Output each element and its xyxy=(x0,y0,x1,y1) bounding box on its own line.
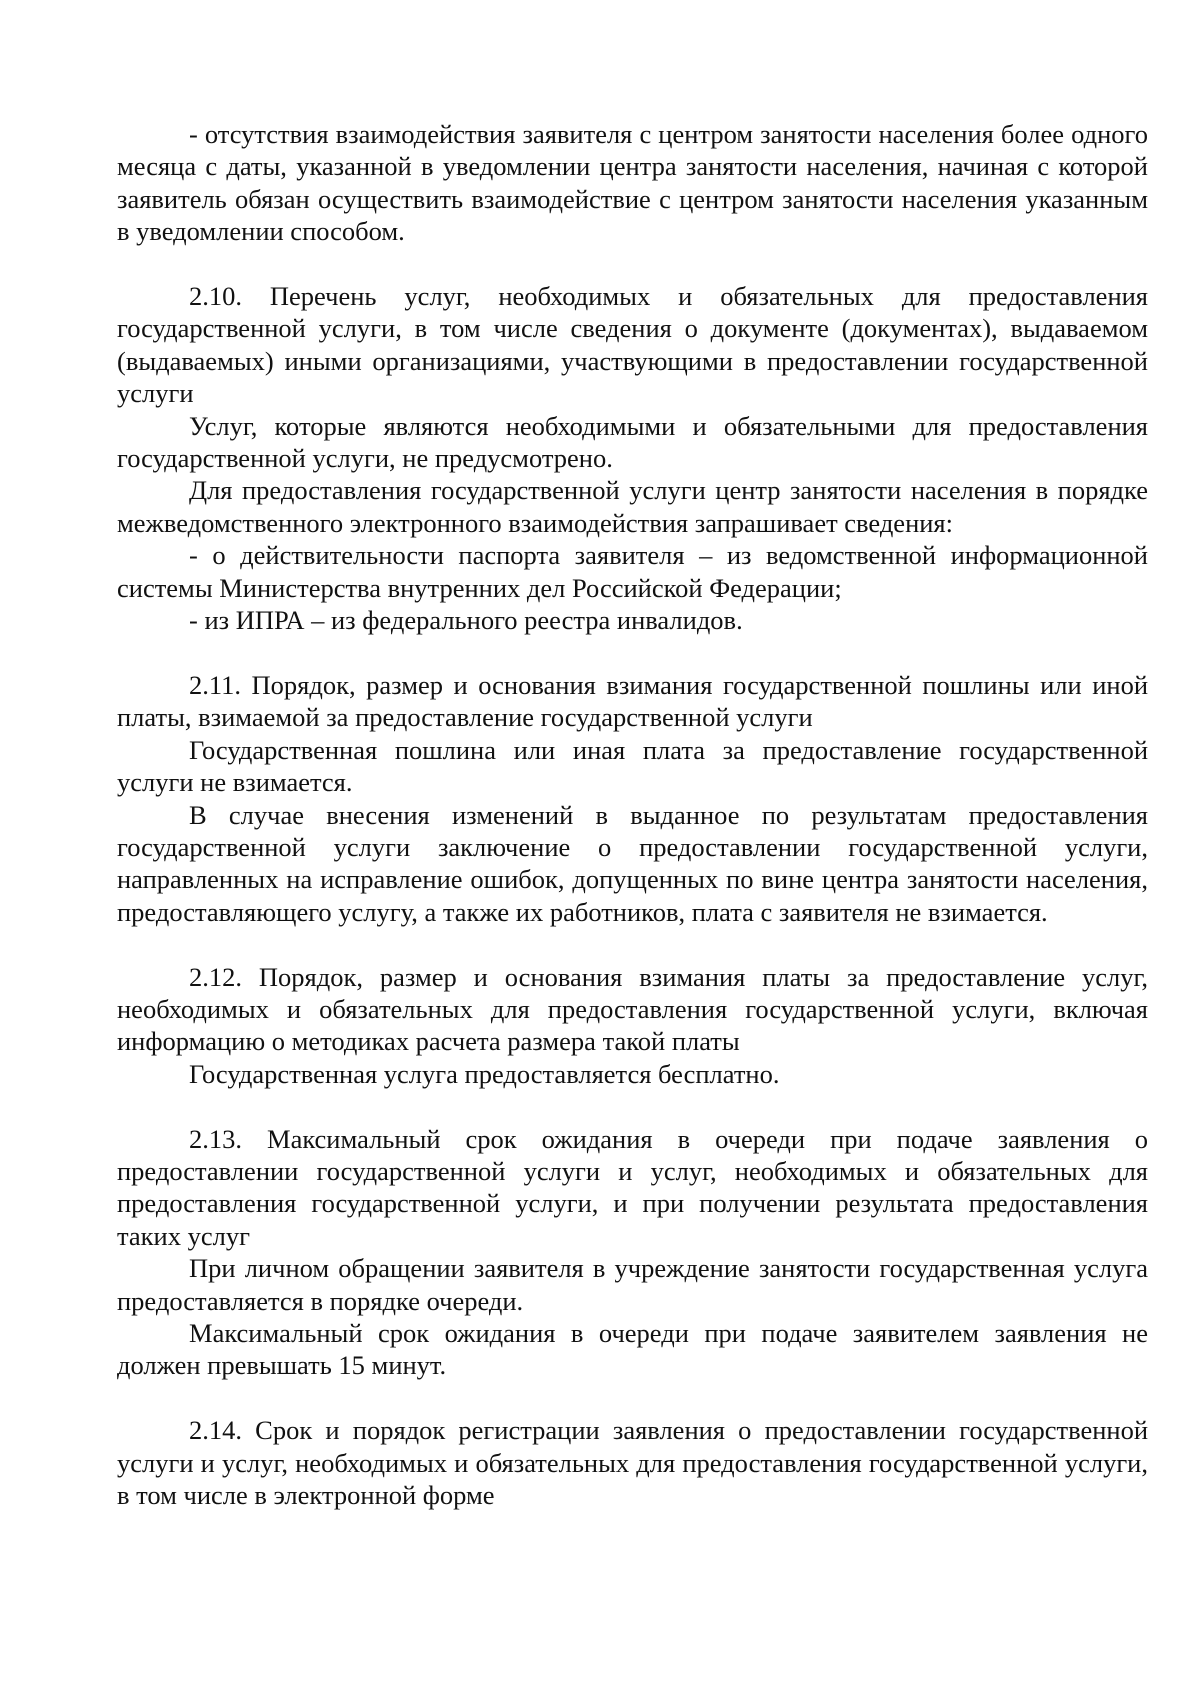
section-2-13 xyxy=(117,1123,1148,1382)
section-heading: 2.14. Срок и порядок регистрации заявления о предоставлении государственной услуги и услуг, необходимых и обязательных для предоставления государственной услуги, в том числе в электронной форме xyxy=(117,1415,1148,1510)
section-heading: 2.12. Порядок, размер и основания взимания платы за предоставление услуг, необходимых и обязательных для предоставления государственной услуги, включая информацию о методиках расчета размера такой платы xyxy=(117,961,1148,1057)
section-absence-of-interaction xyxy=(117,118,1148,248)
paragraph: Государственная услуга предоставляется бесплатно. xyxy=(189,1058,780,1089)
list-item: - о действительности паспорта заявителя – из ведомственной информационной системы Министерства внутренних дел Российской Федерации; xyxy=(117,540,1148,603)
section-2-11 xyxy=(117,669,1148,928)
section-heading: 2.11. Порядок, размер и основания взимания государственной пошлины или иной платы, взимаемой за предоставление государственной услуги xyxy=(117,669,1148,733)
paragraph: Для предоставления государственной услуги центр занятости населения в порядке межведомственного электронного взаимодействия запрашивает сведения: xyxy=(117,475,1148,538)
paragraph: Государственная пошлина или иная плата за предоставление государственной услуги не взимается. xyxy=(117,734,1148,798)
list-item: - из ИПРА – из федерального реестра инвалидов. xyxy=(189,605,743,636)
paragraph: Максимальный срок ожидания в очереди при подаче заявителем заявления не должен превышать 15 минут. xyxy=(117,1317,1148,1381)
section-2-12 xyxy=(117,961,1148,1091)
section-heading: 2.13. Максимальный срок ожидания в очереди при подаче заявления о предоставлении государственной услуги и услуг, необходимых и обязательных для предоставления государственной услуги, и при получении результата предоставления таких услуг xyxy=(117,1123,1148,1251)
section-2-10 xyxy=(117,280,1148,636)
document-page xyxy=(117,118,1148,1511)
paragraph: Услуг, которые являются необходимыми и обязательными для предоставления государственной услуги, не предусмотрено. xyxy=(117,410,1148,474)
paragraph: При личном обращении заявителя в учреждение занятости государственная услуга предоставляется в порядке очереди. xyxy=(117,1253,1148,1316)
section-2-14 xyxy=(117,1414,1148,1511)
paragraph: В случае внесения изменений в выданное по результатам предоставления государственной услуги заключение о предоставлении государственной услуги, направленных на исправление ошибок, допущенных по вине центра занятости населения, предоставляющего услугу, а также их работников, плата с заявителя не взимается. xyxy=(117,799,1148,927)
paragraph: - отсутствия взаимодействия заявителя с центром занятости населения более одного месяца с даты, указанной в уведомлении центра занятости населения, начиная с которой заявитель обязан осуществить взаимодействие с центром занятости населения указанным в уведомлении способом. xyxy=(117,119,1148,247)
section-heading: 2.10. Перечень услуг, необходимых и обязательных для предоставления государственной услуги, в том числе сведения о документе (документах), выдаваемом (выдаваемых) иными организациями, участвующими в предоставлении государственной услуги xyxy=(117,281,1148,409)
